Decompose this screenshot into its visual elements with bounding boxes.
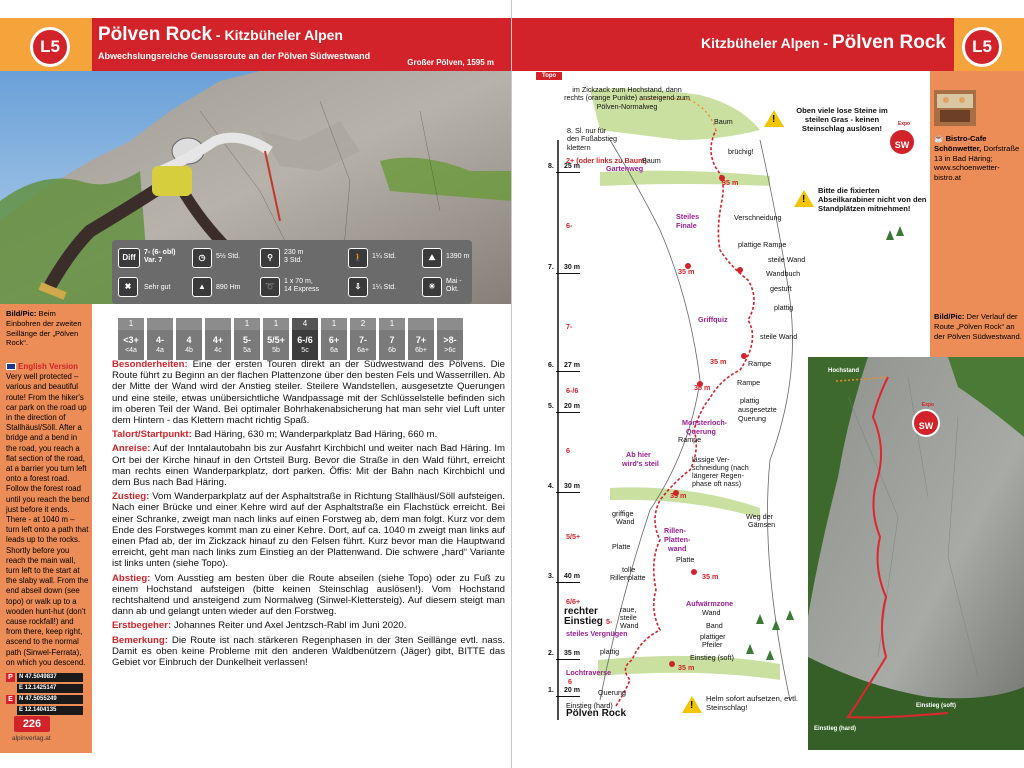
topo-label: Monsterloch- bbox=[682, 418, 728, 427]
english-heading: English Version bbox=[6, 362, 90, 372]
grade-label: 7- bbox=[358, 335, 367, 345]
variant-value: Var. 7 bbox=[144, 257, 163, 264]
pitch-tick bbox=[556, 412, 580, 413]
topo-label: Rampe bbox=[748, 359, 772, 368]
route-name: Pölven Rock bbox=[98, 24, 213, 45]
height-icon: ▲ bbox=[192, 277, 212, 297]
photo-caption-label: Bild/Pic: bbox=[6, 309, 37, 318]
pitch-length: 30 m bbox=[564, 483, 580, 490]
pitch-number: 1. bbox=[548, 687, 554, 694]
gps-value: N 47.5055249 bbox=[17, 695, 83, 704]
topo-label: plattige Rampe bbox=[738, 240, 787, 249]
pitch-length: 20 m bbox=[564, 687, 580, 694]
grade-count: 4 bbox=[292, 318, 318, 330]
section-text: Auf der Inntalautobahn bis zur Ausfahrt Kirchbichl und weiter nach Bad Häring. Im Ort bei der Kirche hinauf in den Ortsteil Burg. Bevor die Straße in den Wald führt, erreicht man rechts einen Wanderparkplatz, dort parken. Öffis: Mit der Bahn nach Kirchbichl und dem Bus nach Bad Häring. bbox=[112, 443, 505, 489]
topo-label: 35 m bbox=[702, 572, 719, 581]
photo-expo-badge: Expo SW bbox=[912, 409, 940, 437]
topo-label: wand bbox=[668, 544, 687, 553]
topo-label: Platte bbox=[676, 555, 695, 564]
topo-label: Wand bbox=[620, 621, 639, 630]
grade-french: <4a bbox=[125, 347, 137, 354]
rope-icon: ➰ bbox=[260, 277, 280, 297]
topo-grade: 5/5+ bbox=[566, 532, 581, 541]
season-end-value: Okt. bbox=[446, 286, 459, 293]
topo-label: rechter bbox=[564, 606, 598, 617]
grade-label: <3+ bbox=[123, 335, 139, 345]
warning-icon: ! bbox=[764, 110, 784, 127]
grade-count: 1 bbox=[321, 318, 347, 330]
route-subtitle: Abwechslungsreiche Genussroute an der Pölven Südwestwand bbox=[98, 51, 371, 61]
grade-label: 4 bbox=[186, 335, 192, 345]
topo-label: Rampe bbox=[678, 435, 702, 444]
topo-label: 35 m bbox=[670, 491, 687, 500]
grade-count: 1 bbox=[379, 318, 405, 330]
topo-label: gestuft bbox=[770, 284, 792, 293]
topo-grade: 6 bbox=[566, 446, 570, 455]
approach-value: 1¼ Std. bbox=[372, 253, 397, 260]
topo-label: Finale bbox=[676, 221, 697, 230]
topo-label: phase oft nass) bbox=[692, 479, 742, 488]
pitch-tick bbox=[556, 659, 580, 660]
section-heading: Anreise: bbox=[112, 443, 151, 455]
topo-label: Baum bbox=[714, 117, 733, 126]
topo-label: steile Wand bbox=[768, 255, 806, 264]
topo-label: Platten- bbox=[664, 535, 691, 544]
warning-helmet: Helm sofort aufsetzen, evtl. Steinschlag! bbox=[706, 694, 799, 712]
section-heading: Bemerkung: bbox=[112, 634, 168, 646]
topo-grade: 6 bbox=[568, 677, 572, 686]
topo-label: Rillenplatte bbox=[610, 573, 646, 582]
rating-value: Sehr gut bbox=[144, 284, 171, 291]
pitch-length: 27 m bbox=[564, 362, 580, 369]
topo-label: Rampe bbox=[737, 378, 761, 387]
grade-french: 6a+ bbox=[357, 347, 369, 354]
descent-value: 1¼ Std. bbox=[372, 284, 397, 291]
route-region: - Kitzbüheler Alpen bbox=[212, 27, 343, 43]
right-region: Kitzbüheler Alpen - bbox=[701, 35, 832, 51]
topo-grade: 6-/6 bbox=[566, 386, 579, 395]
peak-label: Großer Pölven, 1595 m bbox=[407, 58, 494, 67]
topo-label: 35 m bbox=[678, 267, 695, 276]
warning-icon: ! bbox=[794, 190, 814, 207]
topo-label: Lochtraverse bbox=[566, 668, 612, 677]
topo-label: Steiles bbox=[676, 212, 700, 221]
grade-french: 4a bbox=[156, 347, 164, 354]
gps-value: N 47.5049837 bbox=[17, 673, 83, 682]
gps-badge: P bbox=[6, 673, 15, 682]
section-text: Die Route ist nach stärkeren Regenphasen in der 3ten Seillänge evtl. nass. Damit es oben keine Probleme mit den anderen Waldbenützern (Jäger) gibt, BITTE das Gebiet vor Einbruch der Dunkelheit verlassen! bbox=[112, 634, 505, 669]
warning-icon: ! bbox=[682, 696, 702, 713]
gps-value: E 12.1404135 bbox=[17, 706, 83, 715]
publisher-footer: alpinverlag.at bbox=[12, 735, 51, 742]
topo-label: raue, bbox=[620, 605, 637, 614]
weather-icon: ☀ bbox=[422, 277, 442, 297]
difficulty-icon: Diff bbox=[118, 248, 140, 268]
section-text: Eine der ersten Touren direkt an der Südwestwand des Pölvens. Die Route führt zu Beginn an der flachen Plattenzone über den besten Fels und Wasserrillen. Ab der Mitte der Wand wird der Anstieg steiler. Steilere Wandstellen, ausgesetzte Querungen und eine steile, etwas unübersichtliche Wandpassage mit der Schlüsselstelle befinden sich im oberen Teil der Wand. Bei optimaler Bohrhakenabsicherung hat man sehr viel Luft unter dem Hintern - das Klettern macht richtig Spaß. bbox=[112, 359, 505, 427]
topo-label: Ab hier bbox=[626, 450, 651, 459]
pitch-number: 2. bbox=[548, 650, 554, 657]
grade-label: 5- bbox=[242, 335, 251, 345]
grade-label: 5/5+ bbox=[267, 335, 285, 345]
topo-label: Rillen- bbox=[664, 526, 686, 535]
altitude-icon: ⛰ bbox=[422, 248, 442, 268]
section-heading: Zustieg: bbox=[112, 491, 150, 503]
right-caption-label: Bild/Pic: bbox=[934, 312, 965, 321]
topo-label: Aufwärmzone bbox=[686, 599, 734, 608]
section-heading: Talort/Startpunkt: bbox=[112, 429, 192, 441]
climber-icon: ⚲ bbox=[260, 248, 280, 268]
topo-label: 35 m bbox=[678, 663, 695, 672]
grade-count: 1 bbox=[263, 318, 289, 330]
topo-label: Baum bbox=[642, 156, 661, 165]
pitch-tick bbox=[556, 492, 580, 493]
pitch-tick bbox=[556, 582, 580, 583]
english-text: Very well protected – various and beautiful route! From the hiker's car park on the road up in the direction of Stallhäusl/Söll. After a bridge and a bend in the road, you reach a flat section of the road, at a barrier you turn left onto a forest road. Follow the forest road until you reach the bend just before it ends. There - at 1040 m – turn left onto a path that leads up to the rocks. Shortly before you reach the main wall, turn left to the start at the slaby wall. From the end abseil down (see topo) or walk up to a wooden hunt-hut (don't cause rockfall!) and from there, keep right, ascend to the normal path (Sinwel-Ferrata), on which you descend. bbox=[6, 372, 90, 667]
descent-icon: ⇩ bbox=[348, 277, 368, 297]
rating-icon: ✖ bbox=[118, 277, 138, 297]
photo-label-hochstand: Hochstand bbox=[828, 368, 860, 374]
pitch-number: 8. bbox=[548, 163, 554, 170]
topo-grade: 2+ (oder links zu Baum) bbox=[566, 156, 647, 165]
difficulty-value: 7- (6- obl) bbox=[144, 249, 176, 256]
grade-french: 4b bbox=[185, 347, 193, 354]
grade-label: 4+ bbox=[212, 335, 224, 345]
section-heading: Abstieg: bbox=[112, 572, 151, 584]
pitch-length: 20 m bbox=[564, 403, 580, 410]
section-text: Vom Wanderparkplatz auf der Asphaltstraße in Richtung Stallhäusl/Söll aufsteigen. Nach einer Brücke und einer Kehre wird auf der Asphaltstraße ein Flachstück erreicht. Bei einer Schranke, zweigt man nach links auf einen Forstweg ab, dem man folgt. Kurz vor dem Ende des Forstweges kommt man zu einer Kehre. Dort, auf ca. 1040 m zweigt man links auf einen Pfad ab, der im Zickzack hinauf zu den Felsen führt. Kurz bevor man die Hauptwand erreicht, geht man nach links zum Einstieg an der Plattenwand. Die schwere „hard“ Variante ist links unten (siehe Topo). bbox=[112, 491, 505, 570]
gps-badge: E bbox=[6, 695, 15, 704]
gps-value: E 12.1425147 bbox=[17, 684, 83, 693]
topo-label: steile bbox=[620, 613, 637, 622]
grade-label: 6+ bbox=[328, 335, 340, 345]
topo-label: Einstieg bbox=[564, 616, 603, 627]
section-heading: Besonderheiten: bbox=[112, 359, 188, 370]
topo-label: Pfeiler bbox=[702, 640, 723, 649]
topo-label: Querung bbox=[686, 427, 716, 436]
pitch-tick bbox=[556, 172, 580, 173]
grade-french: 5a bbox=[243, 347, 251, 354]
season-value: Mai - bbox=[446, 278, 462, 285]
grade-label: 4- bbox=[155, 335, 164, 345]
right-route-badge: L5 bbox=[962, 27, 1002, 67]
topo-label: plattiger bbox=[700, 632, 726, 641]
grade-french: 6b bbox=[388, 347, 396, 354]
topo-label: Verschneidung bbox=[734, 213, 782, 222]
bistro-name: Bistro-Cafe Schönwetter, bbox=[934, 134, 987, 153]
pitch-tick bbox=[556, 273, 580, 274]
photo-label-hard: Einstieg (hard) bbox=[814, 726, 857, 732]
topo-label: ausgesetzte bbox=[738, 405, 777, 414]
grade-label: 7+ bbox=[415, 335, 427, 345]
topo-label: plattig bbox=[774, 303, 794, 312]
warning-carabiner: Bitte die fixierten Abseilkarabiner nicht von den Standplätzen mitnehmen! bbox=[818, 186, 927, 213]
topo-grade: 6/6+ bbox=[566, 597, 581, 606]
pitch-tick bbox=[556, 371, 580, 372]
section-text: Johannes Reiter und Axel Jentzsch-Rabl im Juni 2020. bbox=[171, 620, 407, 632]
topo-label: 5- bbox=[606, 617, 613, 626]
photo-caption-text: Beim Einbohren der zweiten Seillänge der „Pölven Rock“. bbox=[6, 309, 82, 348]
topo-label: steile Wand bbox=[760, 332, 798, 341]
topo-grade: 7- bbox=[566, 322, 573, 331]
grade-count: 1 bbox=[118, 318, 144, 330]
topo-label: Platte bbox=[612, 542, 631, 551]
approach-icon: 🚶 bbox=[348, 248, 368, 268]
bistro-icon: ☕ bbox=[934, 134, 946, 143]
topo-label: plattig bbox=[740, 396, 760, 405]
pitch8-note: 8. Sl. nur für den Fußabstieg klettern bbox=[567, 126, 617, 152]
topo-label: Gartenweg bbox=[606, 164, 644, 173]
pitch-length: 25 m bbox=[564, 163, 580, 170]
grade-french: 5b bbox=[272, 347, 280, 354]
grade-count: 2 bbox=[350, 318, 376, 330]
topo-label: Griffquiz bbox=[698, 315, 728, 324]
topo-label: Einstieg (soft) bbox=[690, 653, 734, 662]
section-heading: Erstbegeher: bbox=[112, 620, 172, 632]
pitch-number: 4. bbox=[548, 483, 554, 490]
grade-label: >8- bbox=[443, 335, 457, 345]
express-value: 14 Express bbox=[284, 286, 320, 293]
pitch-number: 3. bbox=[548, 573, 554, 580]
route-time-value: 3 Std. bbox=[284, 257, 303, 264]
grade-french: 6b+ bbox=[415, 347, 427, 354]
pitch-length: 40 m bbox=[564, 573, 580, 580]
section-text: Bad Häring, 630 m; Wanderparkplatz Bad Häring, 660 m. bbox=[191, 429, 438, 441]
grade-french: 6a bbox=[330, 347, 338, 354]
grade-french: 4c bbox=[214, 347, 222, 354]
photo-label-soft: Einstieg (soft) bbox=[916, 703, 956, 709]
right-caption-text: Der Verlauf der Route „Pölven Rock“ an der Pölven Südwestwand. bbox=[934, 312, 1022, 341]
topo-label: wird's steil bbox=[622, 459, 659, 468]
page-number: 226 bbox=[14, 716, 50, 732]
topo-label: Wand bbox=[702, 608, 721, 617]
pitch-number: 5. bbox=[548, 403, 554, 410]
pitch-length: 35 m bbox=[564, 650, 580, 657]
topo-grade: 6- bbox=[566, 221, 573, 230]
topo-label: steiles Vergnügen bbox=[566, 629, 628, 638]
pitch-number: 7. bbox=[548, 264, 554, 271]
topo-label: Weg der bbox=[746, 512, 774, 521]
rope-value: 1 x 70 m, bbox=[284, 278, 313, 285]
expo-badge: Expo SW bbox=[888, 128, 916, 156]
topo-label: Einstieg (hard) bbox=[566, 701, 613, 710]
route-length-value: 230 m bbox=[284, 249, 304, 256]
topo-label: Pölven Rock bbox=[566, 708, 627, 719]
topo-label: längerer Regen- bbox=[692, 471, 744, 480]
grade-french: 5c bbox=[301, 347, 309, 354]
topo-label: brüchig! bbox=[728, 147, 754, 156]
altitude-value: 1390 m bbox=[446, 253, 470, 260]
topo-label: Querung bbox=[598, 688, 626, 697]
topo-label: Wand bbox=[616, 517, 635, 526]
grade-french: >6c bbox=[444, 347, 456, 354]
topo-label: Band bbox=[706, 621, 723, 630]
pitch-number: 6. bbox=[548, 362, 554, 369]
pitch-tick bbox=[556, 696, 580, 697]
grade-count: 1 bbox=[234, 318, 260, 330]
height-diff-value: 890 Hm bbox=[216, 284, 241, 291]
topo-label: Querung bbox=[738, 414, 766, 423]
right-route-name: Pölven Rock bbox=[831, 32, 946, 53]
topo-label: lässige Ver- bbox=[692, 455, 730, 464]
topo-label: Gämsen bbox=[748, 520, 776, 529]
pitch-length: 30 m bbox=[564, 264, 580, 271]
topo-label: 35 m bbox=[710, 357, 727, 366]
top-note: im Zickzack zum Hochstand, dann rechts (orange Punkte) ansteigend zum Pölven-Normalweg bbox=[564, 85, 690, 111]
route-badge: L5 bbox=[30, 27, 70, 67]
clock-icon: ◷ bbox=[192, 248, 212, 268]
topo-label: Topo bbox=[536, 72, 562, 80]
topo-label: 35 m bbox=[722, 178, 739, 187]
grade-label: 6-/6 bbox=[297, 335, 313, 345]
grade-label: 7 bbox=[389, 335, 395, 345]
topo-label: tolle bbox=[622, 565, 636, 574]
topo-label: 35 m bbox=[694, 383, 711, 392]
topo-label: schneidung (nach bbox=[692, 463, 749, 472]
section-text: Vom Ausstieg am besten über die Route abseilen (siehe Topo) oder zu Fuß zu einem Hochstand aufsteigen (bitte keinen Steinschlag auslösen!). Vom Hochstand rechtshaltend und ansteigend zum Normalweg (Sinwel-Klettersteig). Auf diesem steigt man dann ab und gelangt unten wieder auf den Forstweg. bbox=[112, 572, 505, 618]
bistro-address: Dorfstraße 13 in Bad Häring; www.schoenwetter-bistro.at bbox=[934, 143, 1020, 183]
topo-label: Wandbuch bbox=[766, 269, 801, 278]
topo-label: griffige bbox=[612, 509, 634, 518]
topo-label: plattig bbox=[600, 647, 620, 656]
warning-loose-rock: Oben viele lose Steine im steilen Gras - keinen Steinschlag auslösen! bbox=[796, 106, 888, 133]
time-value: 5½ Std. bbox=[216, 253, 241, 260]
